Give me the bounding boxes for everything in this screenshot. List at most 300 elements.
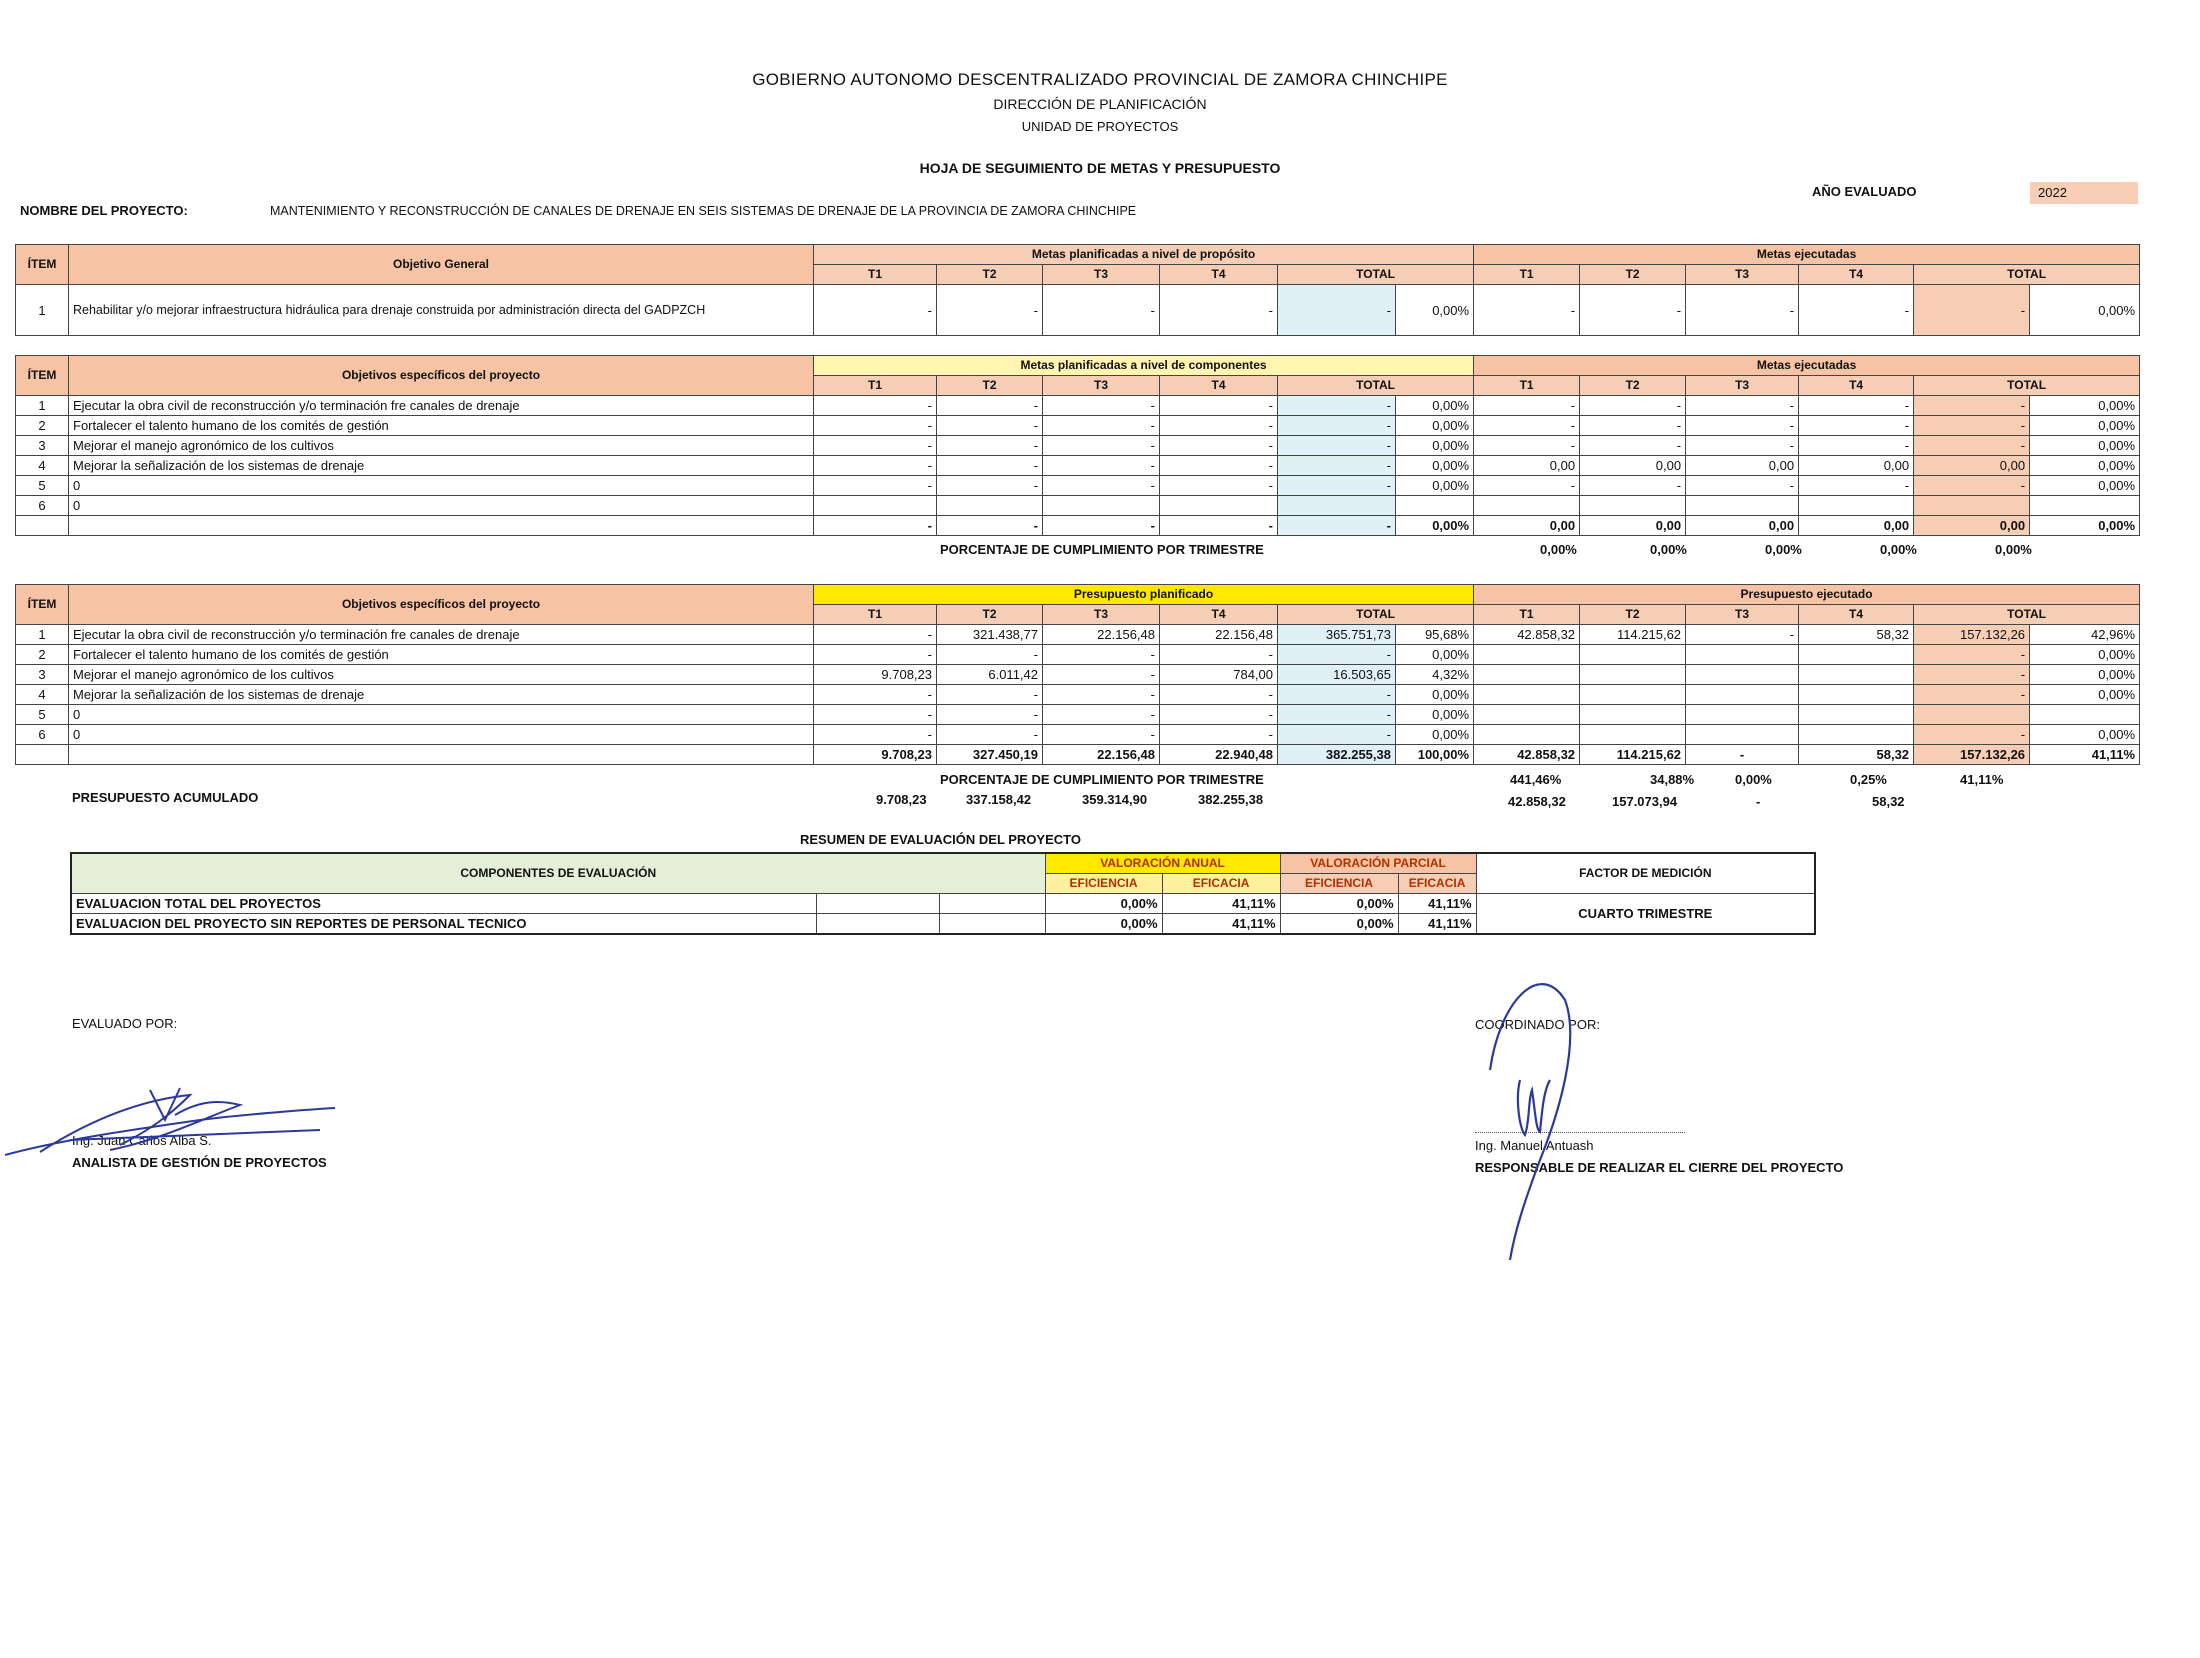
cell: - [814,285,937,336]
cell: 0,00% [1045,894,1162,914]
cell: 9.708,23 [814,665,937,685]
cell [1799,665,1914,685]
cell: - [1914,285,2030,336]
q-header: TOTAL [1278,605,1474,625]
project-name: MANTENIMIENTO Y RECONSTRUCCIÓN DE CANALES DE DRENAJE EN SEIS SISTEMAS DE DRENAJE DE LA PROVINCIA DE ZAMORA CHINCHIPE [270,204,1137,218]
item-number: 1 [16,625,69,645]
cell: - [1580,476,1686,496]
cell: - [1914,436,2030,456]
acc-value: 382.255,38 [1198,792,1264,807]
cell: - [1474,476,1580,496]
factor-value: CUARTO TRIMESTRE [1476,894,1815,935]
planned-header: Metas planificadas a nivel de componentes [814,356,1474,376]
cell: 0,00% [1396,476,1474,496]
cell: - [1278,476,1396,496]
cell [1043,496,1160,516]
cell: 0,00% [1396,285,1474,336]
cell [1914,496,2030,516]
cell: 0,00% [1396,516,1474,536]
cell: - [1799,285,1914,336]
cell: - [1043,456,1160,476]
cell: 0,00% [2030,285,2140,336]
cell: 0,00% [1045,914,1162,935]
cell [1914,705,2030,725]
cell [1799,705,1914,725]
cell: 0,00% [2030,456,2140,476]
cell: - [1686,416,1799,436]
annual-header: VALORACIÓN ANUAL [1045,853,1280,874]
cell: 0,00% [1396,416,1474,436]
cell: - [1799,436,1914,456]
objective-text: Ejecutar la obra civil de reconstrucción y/o terminación fre canales de drenaje [69,396,814,416]
cell: 0,00% [1396,725,1474,745]
cell: 0,00% [1396,456,1474,476]
cell: - [1686,436,1799,456]
cell: - [814,456,937,476]
cell: 0,00 [1474,516,1580,536]
cell: 9.708,23 [814,745,937,765]
cell: - [1043,685,1160,705]
cell: 22.156,48 [1043,745,1160,765]
cell: - [937,476,1043,496]
cell: - [1580,436,1686,456]
acc-value: 359.314,90 [1082,792,1148,807]
planned-header: Metas planificadas a nivel de propósito [814,245,1474,265]
cell [1160,496,1278,516]
q-header: T3 [1043,376,1160,396]
cell [1474,665,1580,685]
cell: 0,00% [2030,416,2140,436]
cell [1580,725,1686,745]
cell [1580,665,1686,685]
cell: 0,00% [1280,894,1398,914]
cell: - [1474,285,1580,336]
cell: - [1474,416,1580,436]
cell: 0,00% [2030,436,2140,456]
q-header: TOTAL [1914,265,2140,285]
evaluator-signature [0,1060,360,1170]
cell: - [814,396,937,416]
objective-text: Rehabilitar y/o mejorar infraestructura hidráulica para drenaje construida por administración directa del GADPZCH [69,285,814,336]
cell: - [1043,665,1160,685]
cell: 114.215,62 [1580,745,1686,765]
cell: 42.858,32 [1474,625,1580,645]
item-header: ÍTEM [16,356,69,396]
table-row [16,705,2140,725]
item-number: 1 [16,396,69,416]
budget-table [15,584,2140,765]
objective-text: Fortalecer el talento humano de los comités de gestión [69,416,814,436]
cell: - [1043,476,1160,496]
cell: 58,32 [1799,625,1914,645]
item-number: 3 [16,665,69,685]
item-number: 2 [16,416,69,436]
cell [1686,645,1799,665]
q-header: T2 [1580,376,1686,396]
cell: - [1686,745,1799,765]
cell: - [1043,416,1160,436]
cell: 0,00 [1914,456,2030,476]
cell: - [814,476,937,496]
table-row [16,436,2140,456]
summary-row-label: EVALUACION TOTAL DEL PROYECTOS [71,894,816,914]
q-header: T3 [1043,605,1160,625]
q-header: T2 [937,376,1043,396]
cell [2030,496,2140,516]
cell [1474,496,1580,516]
cell: - [1278,285,1396,336]
table-row [16,625,2140,645]
cell [1799,645,1914,665]
cell: - [937,685,1043,705]
cell: 4,32% [1396,665,1474,685]
pct-value: 0,00% [1540,542,1577,557]
accumulated-label: PRESUPUESTO ACUMULADO [72,790,259,805]
q-header: T4 [1799,265,1914,285]
q-header: T2 [937,605,1043,625]
executed-header: Metas ejecutadas [1474,245,2140,265]
cell: 365.751,73 [1278,625,1396,645]
cell: 0,00 [1914,516,2030,536]
summary-title: RESUMEN DE EVALUACIÓN DEL PROYECTO [800,832,1081,847]
executed-header: Presupuesto ejecutado [1474,585,2140,605]
q-header: T2 [1580,605,1686,625]
cell: - [1278,516,1396,536]
year-value: 2022 [2030,182,2138,204]
cell: 0,00 [1474,456,1580,476]
cell: - [1160,705,1278,725]
cell [1580,645,1686,665]
cell: 327.450,19 [937,745,1043,765]
pct-value: 0,00% [1880,542,1917,557]
cell: - [1160,396,1278,416]
cell: 41,11% [1398,894,1476,914]
cell: 41,11% [1162,914,1280,935]
efficiency-header: EFICIENCIA [1280,874,1398,894]
cell: - [814,416,937,436]
cell: - [1160,516,1278,536]
cell: - [937,516,1043,536]
cell: - [1278,705,1396,725]
cell: 0,00% [2030,645,2140,665]
cell: 58,32 [1799,745,1914,765]
cell: 0,00 [1580,516,1686,536]
item-header: ÍTEM [16,245,69,285]
cell: 114.215,62 [1580,625,1686,645]
cell: - [1043,436,1160,456]
pct-value: 441,46% [1510,772,1562,787]
cell: - [937,416,1043,436]
cell: - [814,705,937,725]
cell: - [1686,476,1799,496]
q-header: TOTAL [1278,265,1474,285]
cell [1686,665,1799,685]
cell: - [1580,396,1686,416]
cell: - [1474,396,1580,416]
acc-value: 58,32 [1872,794,1905,809]
q-header: T4 [1799,605,1914,625]
table-row [16,396,2140,416]
objective-text: Mejorar la señalización de los sistemas de drenaje [69,456,814,476]
cell [1474,725,1580,745]
cell [1799,725,1914,745]
cell: 0,00% [2030,665,2140,685]
cell: - [937,645,1043,665]
cell: - [1278,436,1396,456]
cell: 784,00 [1160,665,1278,685]
cell: 0,00% [2030,476,2140,496]
pct-value: 0,00% [1995,542,2032,557]
cell [1580,685,1686,705]
cell [1474,645,1580,665]
cell: - [814,516,937,536]
cell: 0,00% [1396,705,1474,725]
cell: 321.438,77 [937,625,1043,645]
cell: - [814,436,937,456]
pct-value: 41,11% [1960,772,2004,787]
cell: - [1686,625,1799,645]
dept-title: DIRECCIÓN DE PLANIFICACIÓN [993,96,1207,112]
cell: - [1160,725,1278,745]
q-header: T1 [814,376,937,396]
cell: - [1160,416,1278,436]
q-header: T4 [1160,265,1278,285]
cell: - [814,685,937,705]
cell: - [1580,285,1686,336]
cell: - [1160,456,1278,476]
coordinated-by-label: COORDINADO POR: [1475,1017,1600,1032]
cell: - [1278,396,1396,416]
cell: 22.940,48 [1160,745,1278,765]
item-number: 4 [16,456,69,476]
cell: - [1686,285,1799,336]
q-header: T1 [1474,265,1580,285]
cell: - [814,625,937,645]
factor-header: FACTOR DE MEDICIÓN [1476,853,1815,894]
cell: - [1043,516,1160,536]
q-header: T1 [814,605,937,625]
q-header: T3 [1686,265,1799,285]
unit-title: UNIDAD DE PROYECTOS [1021,119,1179,134]
cell [1580,705,1686,725]
cell: - [1043,725,1160,745]
total-row [16,516,2140,536]
cell: 95,68% [1396,625,1474,645]
item-number: 5 [16,476,69,496]
cell: - [1160,476,1278,496]
cell: - [1043,285,1160,336]
cell: - [1799,476,1914,496]
objective-text: Mejorar la señalización de los sistemas de drenaje [69,685,814,705]
q-header: TOTAL [1914,605,2140,625]
cell [2030,705,2140,725]
cell: - [1686,396,1799,416]
cell: - [1580,416,1686,436]
cell: - [1160,645,1278,665]
executed-header: Metas ejecutadas [1474,356,2140,376]
pct-label: PORCENTAJE DE CUMPLIMIENTO POR TRIMESTRE [940,542,1264,557]
cell: 0,00 [1686,516,1799,536]
cell: - [937,456,1043,476]
q-header: T1 [814,265,937,285]
cell: - [1043,396,1160,416]
q-header: T2 [937,265,1043,285]
cell: 0,00% [1396,396,1474,416]
cell [1686,705,1799,725]
q-header: T3 [1686,376,1799,396]
cell: - [1160,685,1278,705]
item-header: ÍTEM [16,585,69,625]
cell [1396,496,1474,516]
general-objective-table [15,244,2140,336]
partial-header: VALORACIÓN PARCIAL [1280,853,1476,874]
objective-header: Objetivo General [69,245,814,285]
project-label: NOMBRE DEL PROYECTO: [20,203,188,218]
components-header: COMPONENTES DE EVALUACIÓN [71,853,1045,894]
pct-value: 0,00% [1735,772,1772,787]
cell: - [1474,436,1580,456]
cell [1799,496,1914,516]
objective-text: 0 [69,705,814,725]
cell: 22.156,48 [1160,625,1278,645]
cell [937,496,1043,516]
cell: - [814,725,937,745]
cell: - [937,396,1043,416]
item-number: 3 [16,436,69,456]
year-label: AÑO EVALUADO [1812,184,1917,199]
efficiency-header: EFICIENCIA [1045,874,1162,894]
cell: - [1914,645,2030,665]
cell: 42,96% [2030,625,2140,645]
table-row [16,416,2140,436]
cell: - [1160,436,1278,456]
pct-value: 0,00% [1650,542,1687,557]
acc-value: 42.858,32 [1508,794,1566,809]
cell [1686,685,1799,705]
cell: - [1278,685,1396,705]
cell: - [1043,705,1160,725]
cell [1799,685,1914,705]
component-goals-table [15,355,2140,536]
evaluated-by-label: EVALUADO POR: [72,1016,178,1031]
coordinator-signature [1470,960,1590,1270]
total-row [16,745,2140,765]
item-number: 5 [16,705,69,725]
cell: - [814,645,937,665]
table-row [16,476,2140,496]
coordinator-name: Ing. Manuel Antuash [1475,1138,1594,1153]
cell: - [1043,645,1160,665]
cell: 0,00% [2030,685,2140,705]
coordinator-role: RESPONSABLE DE REALIZAR EL CIERRE DEL PROYECTO [1475,1160,1844,1175]
cell: - [937,705,1043,725]
org-title: GOBIERNO AUTONOMO DESCENTRALIZADO PROVINCIAL DE ZAMORA CHINCHIPE [752,70,1448,89]
pct-value: 34,88% [1650,772,1695,787]
pct-value: 0,25% [1850,772,1887,787]
evaluator-role: ANALISTA DE GESTIÓN DE PROYECTOS [72,1155,327,1170]
q-header: TOTAL [1278,376,1474,396]
objective-text: Mejorar el manejo agronómico de los cultivos [69,436,814,456]
cell: 42.858,32 [1474,745,1580,765]
cell: 100,00% [1396,745,1474,765]
efficacy-header: EFICACIA [1398,874,1476,894]
q-header: T2 [1580,265,1686,285]
cell [1278,496,1396,516]
q-header: T4 [1160,376,1278,396]
evaluator-name: Ing. Juan Carlos Alba S. [72,1133,212,1148]
table-row [16,285,2140,336]
cell: - [937,725,1043,745]
item-number: 1 [16,285,69,336]
q-header: T3 [1043,265,1160,285]
objective-text: 0 [69,476,814,496]
item-number: 4 [16,685,69,705]
acc-value: 157.073,94 [1612,794,1678,809]
cell: - [1914,685,2030,705]
summary-row [71,894,1815,914]
cell: 0,00% [1396,645,1474,665]
cell: - [937,285,1043,336]
objective-header: Objetivos específicos del proyecto [69,585,814,625]
cell: - [1914,725,2030,745]
cell [1686,725,1799,745]
table-row [16,725,2140,745]
cell: - [1799,416,1914,436]
cell: - [1799,396,1914,416]
item-number: 6 [16,496,69,516]
objective-text: Ejecutar la obra civil de reconstrucción y/o terminación fre canales de drenaje [69,625,814,645]
acc-value: - [1756,794,1761,809]
cell: - [1914,476,2030,496]
table-row [16,665,2140,685]
cell: - [1278,645,1396,665]
q-header: TOTAL [1914,376,2140,396]
cell: 0,00% [2030,725,2140,745]
cell: 0,00% [2030,516,2140,536]
planned-header: Presupuesto planificado [814,585,1474,605]
cell: 157.132,26 [1914,625,2030,645]
table-row [16,685,2140,705]
q-header: T1 [1474,376,1580,396]
cell: 0,00 [1799,516,1914,536]
cell [1474,705,1580,725]
table-row [16,456,2140,476]
cell [1686,496,1799,516]
summary-table [70,852,1816,935]
cell: - [937,436,1043,456]
objective-text: 0 [69,496,814,516]
cell: 382.255,38 [1278,745,1396,765]
item-number: 2 [16,645,69,665]
cell: 0,00 [1686,456,1799,476]
objective-text: Mejorar el manejo agronómico de los cultivos [69,665,814,685]
cell: - [1914,416,2030,436]
cell: 157.132,26 [1914,745,2030,765]
item-number: 6 [16,725,69,745]
cell [1474,685,1580,705]
sheet-title: HOJA DE SEGUIMIENTO DE METAS Y PRESUPUESTO [919,160,1281,176]
cell: 41,11% [1398,914,1476,935]
cell: 6.011,42 [937,665,1043,685]
q-header: T4 [1160,605,1278,625]
cell: 0,00 [1799,456,1914,476]
cell: 0,00 [1580,456,1686,476]
cell: 22.156,48 [1043,625,1160,645]
objective-text: Fortalecer el talento humano de los comités de gestión [69,645,814,665]
acc-value: 337.158,42 [966,792,1032,807]
pct-label: PORCENTAJE DE CUMPLIMIENTO POR TRIMESTRE [940,772,1264,787]
cell: 16.503,65 [1278,665,1396,685]
